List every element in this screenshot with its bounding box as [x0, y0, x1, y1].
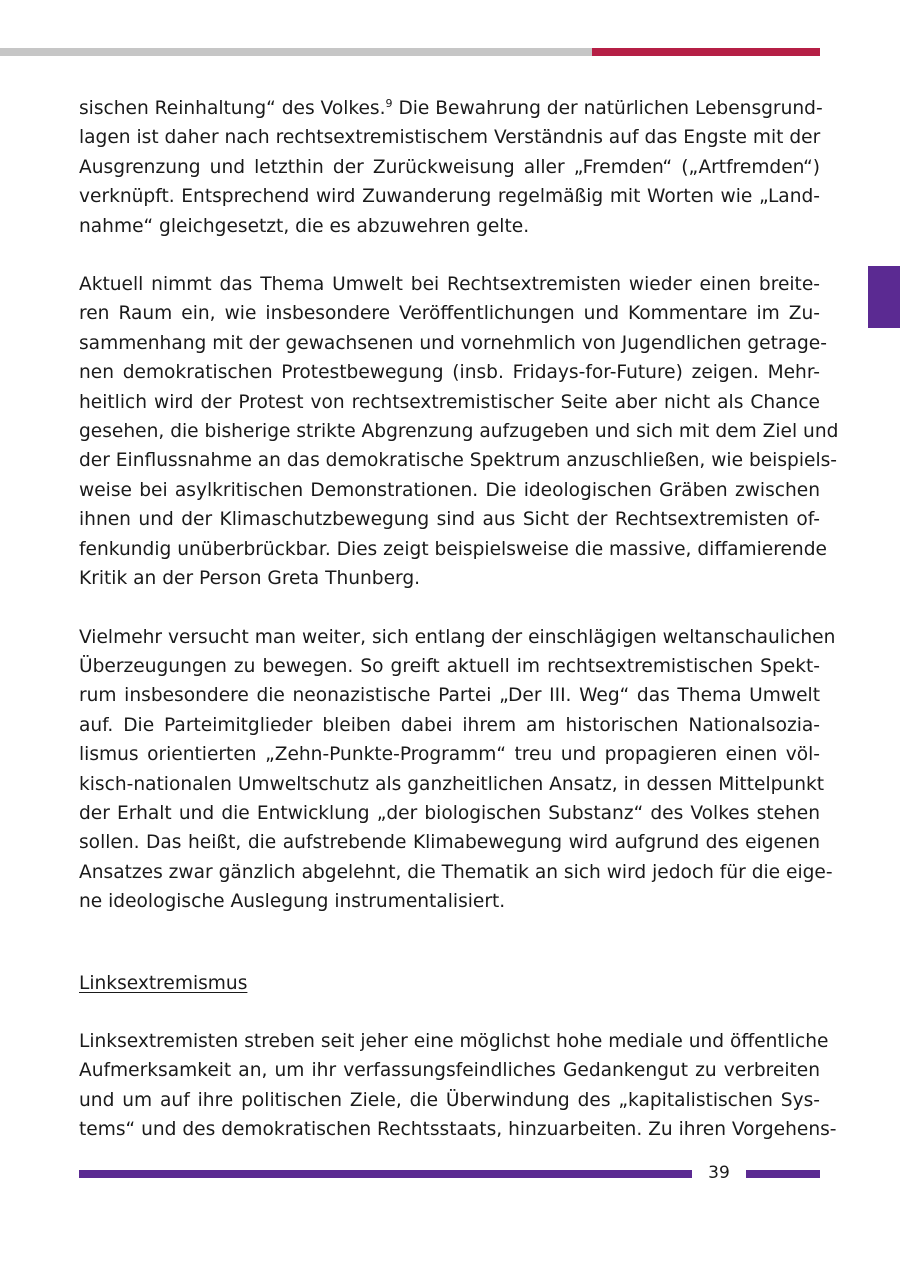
- paragraph-spacer: [79, 998, 820, 1027]
- text-line: Überzeugungen zu bewegen. So greift aktuell im rechtsextremistischen Spekt-: [79, 655, 820, 677]
- text-line: Linksextremisten streben seit jeher eine möglichst hohe mediale und öffentliche: [79, 1030, 829, 1052]
- page-body: [79, 94, 839, 1145]
- text-line: nen demokratischen Protestbewegung (insb. Fridays-for-Future) zeigen. Mehr-: [79, 362, 820, 384]
- text-line: verknüpft. Entsprechend wird Zuwanderung regelmäßig mit Worten wie „Land-: [79, 186, 820, 208]
- footer-rule-left: [79, 1170, 692, 1178]
- text-line: lagen ist daher nach rechtsextremistischem Verständnis auf das Engste mit der: [79, 127, 821, 149]
- section-spacer: [79, 917, 820, 969]
- paragraph-3: [79, 623, 836, 917]
- text-line: nahme“ gleichgesetzt, die es abzuwehren gelte.: [79, 215, 530, 237]
- text-line: gesehen, die bisherige strikte Abgrenzung aufzugeben und sich mit dem Ziel und: [79, 421, 839, 443]
- text-line: Ansatzes zwar gänzlich abgelehnt, die Thematik an sich wird jedoch für die eige-: [79, 861, 833, 883]
- text-line: rum insbesondere die neonazistische Partei „Der III. Weg“ das Thema Umwelt: [79, 685, 820, 707]
- text-line-start: sischen Reinhaltung“ des Volkes.: [79, 98, 386, 119]
- text-line: und um auf ihre politischen Ziele, die Überwindung des „kapitalistischen Sys-: [79, 1089, 820, 1111]
- paragraph-1: [79, 94, 823, 241]
- footer-rule-right: [746, 1170, 820, 1178]
- text-line: ren Raum ein, wie insbesondere Veröffentlichungen und Kommentare im Zu-: [79, 303, 820, 325]
- paragraph-4: [79, 1027, 837, 1145]
- text-line: Kritik an der Person Greta Thunberg.: [79, 568, 421, 590]
- text-line: sammenhang mit der gewachsenen und vornehmlich von Jugendlichen getrage-: [79, 332, 827, 354]
- text-line: Ausgrenzung und letzthin der Zurückweisung aller „Fremden“ („Artfremden“): [79, 156, 820, 178]
- paragraph-spacer: [79, 594, 820, 623]
- chapter-side-tab: [868, 266, 900, 328]
- text-line: Aufmerksamkeit an, um ihr verfassungsfeindliches Gedankengut zu verbreiten: [79, 1060, 820, 1082]
- text-line: der Erhalt und die Entwicklung „der biologischen Substanz“ des Volkes stehen: [79, 802, 820, 824]
- text-line: sollen. Das heißt, die aufstrebende Klimabewegung wird aufgrund des eigenen: [79, 832, 820, 854]
- footnote-marker[interactable]: 9: [385, 96, 393, 110]
- text-line: der Einflussnahme an das demokratische Spektrum anzuschließen, wie beispiels-: [79, 450, 838, 472]
- text-line: kisch-nationalen Umweltschutz als ganzheitlichen Ansatz, in dessen Mittelpunkt: [79, 773, 825, 795]
- text-line: ihnen und der Klimaschutzbewegung sind aus Sicht der Rechtsextremisten of-: [79, 509, 820, 531]
- text-line: tems“ und des demokratischen Rechtsstaats, hinzuarbeiten. Zu ihren Vorgehens-: [79, 1119, 837, 1141]
- text-line: [79, 94, 823, 123]
- header-rule-grey: [0, 48, 592, 56]
- text-line: ne ideologische Auslegung instrumentalisiert.: [79, 891, 506, 913]
- page-number: 39: [708, 1163, 730, 1183]
- text-line: Aktuell nimmt das Thema Umwelt bei Rechtsextremisten wieder einen breite-: [79, 274, 820, 296]
- text-line: heitlich wird der Protest von rechtsextremistischer Seite aber nicht als Chance: [79, 391, 820, 413]
- paragraph-2: [79, 270, 839, 593]
- text-line: lismus orientierten „Zehn-Punkte-Programm“ treu und propagieren einen völ-: [79, 744, 820, 766]
- text-line: Vielmehr versucht man weiter, sich entlang der einschlägigen weltanschaulichen: [79, 626, 836, 648]
- text-line: weise bei asylkritischen Demonstrationen. Die ideologischen Gräben zwischen: [79, 479, 820, 501]
- text-line: fenkundig unüberbrückbar. Dies zeigt beispielsweise die massive, diffamierende: [79, 538, 827, 560]
- header-rule-red: [592, 48, 820, 56]
- text-line-rest: Die Bewahrung der natürlichen Lebensgrund-: [398, 98, 823, 119]
- section-heading: Linksextremismus: [79, 972, 248, 994]
- text-line: auf. Die Parteimitglieder bleiben dabei ihrem am historischen Nationalsozia-: [79, 714, 820, 736]
- paragraph-spacer: [79, 241, 820, 270]
